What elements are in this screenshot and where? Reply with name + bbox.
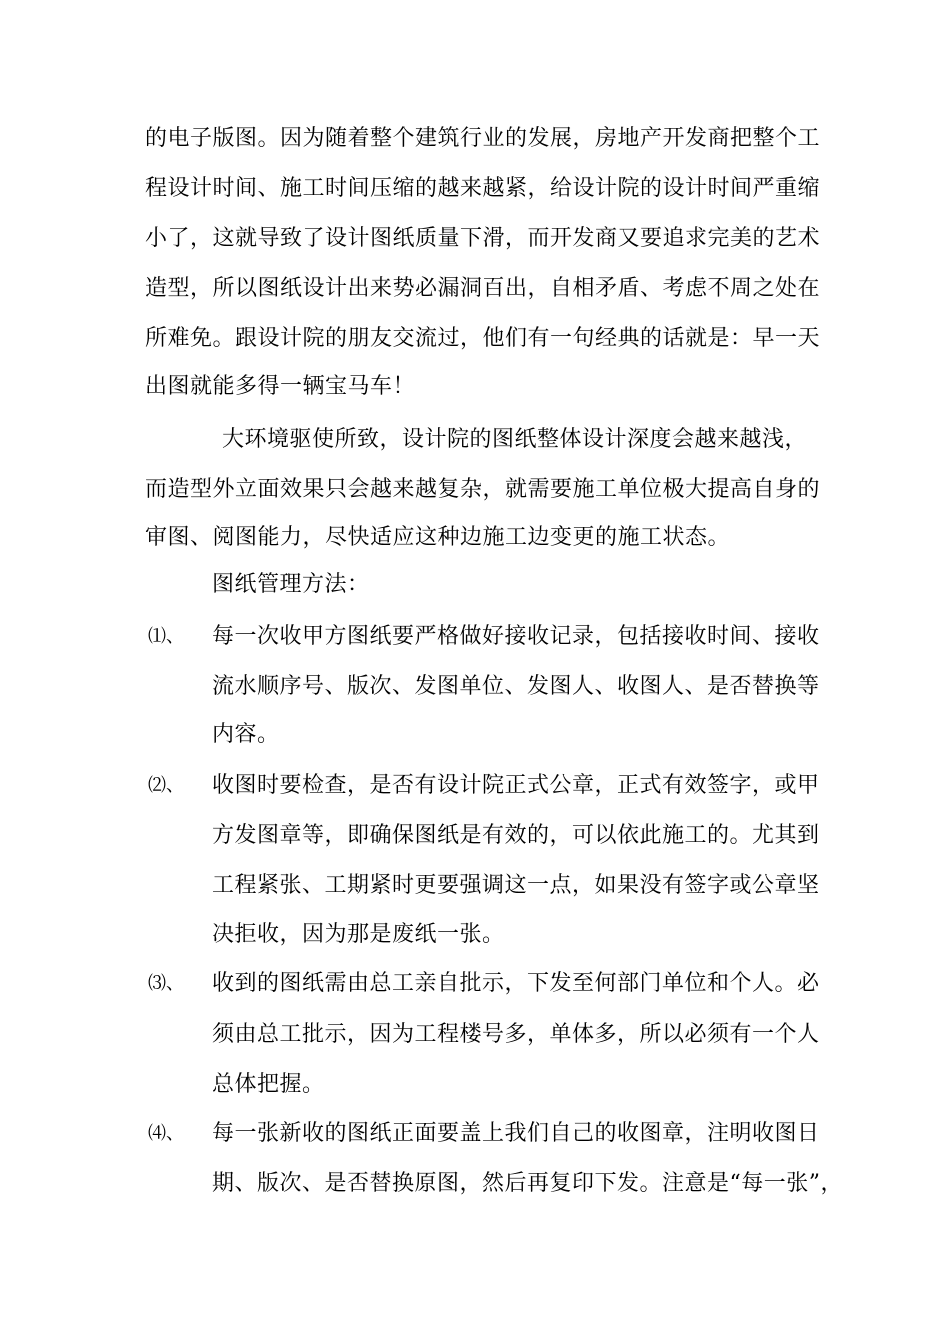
item-1-line-1: 每一次收甲方图纸要严格做好接收记录，包括接收时间、接收 — [212, 624, 820, 649]
item-1-line-3: 内容。 — [212, 722, 280, 747]
paragraph1-line-6: 出图就能多得一辆宝马车！ — [145, 374, 416, 399]
item-2-number: ⑵、 — [148, 775, 184, 796]
paragraph1-line-5: 所难免。跟设计院的朋友交流过，他们有一句经典的话就是：早一天 — [145, 326, 821, 351]
item-4-number: ⑷、 — [148, 1123, 184, 1144]
section-heading: 图纸管理方法： — [212, 572, 370, 597]
item-4-line-1: 每一张新收的图纸正面要盖上我们自己的收图章，注明收图日 — [212, 1121, 820, 1146]
item-2-line-1: 收图时要检查，是否有设计院正式公章，正式有效签字，或甲 — [212, 773, 820, 798]
item-1-number: ⑴、 — [148, 626, 184, 647]
item-2-line-2: 方发图章等，即确保图纸是有效的，可以依此施工的。尤其到 — [212, 823, 820, 848]
paragraph1-line-2: 程设计时间、施工时间压缩的越来越紧，给设计院的设计时间严重缩 — [145, 176, 821, 201]
paragraph2-line-1: 大环境驱使所致，设计院的图纸整体设计深度会越来越浅， — [222, 427, 808, 452]
paragraph1-line-1: 的电子版图。因为随着整个建筑行业的发展，房地产开发商把整个工 — [145, 126, 821, 151]
item-2-line-4: 决拒收，因为那是废纸一张。 — [212, 922, 505, 947]
item-3-number: ⑶、 — [148, 973, 184, 994]
item-2-line-3: 工程紧张、工期紧时更要强调这一点，如果没有签字或公章坚 — [212, 873, 820, 898]
item-3-line-1: 收到的图纸需由总工亲自批示，下发至何部门单位和个人。必 — [212, 971, 820, 996]
item-3-line-2: 须由总工批示，因为工程楼号多，单体多，所以必须有一个人 — [212, 1022, 820, 1047]
paragraph1-line-3: 小了，这就导致了设计图纸质量下滑，而开发商又要追求完美的艺术 — [145, 226, 821, 251]
item-3-line-3: 总体把握。 — [212, 1072, 325, 1097]
item-4-line-2: 期、版次、是否替换原图，然后再复印下发。注意是“每一张”， — [212, 1171, 843, 1196]
item-1-line-2: 流水顺序号、版次、发图单位、发图人、收图人、是否替换等 — [212, 674, 820, 699]
paragraph1-line-4: 造型，所以图纸设计出来势必漏洞百出，自相矛盾、考虑不周之处在 — [145, 276, 821, 301]
paragraph2-line-2: 而造型外立面效果只会越来越复杂，就需要施工单位极大提高自身的 — [145, 477, 821, 502]
paragraph2-line-3: 审图、阅图能力，尽快适应这种边施工边变更的施工状态。 — [145, 525, 731, 550]
